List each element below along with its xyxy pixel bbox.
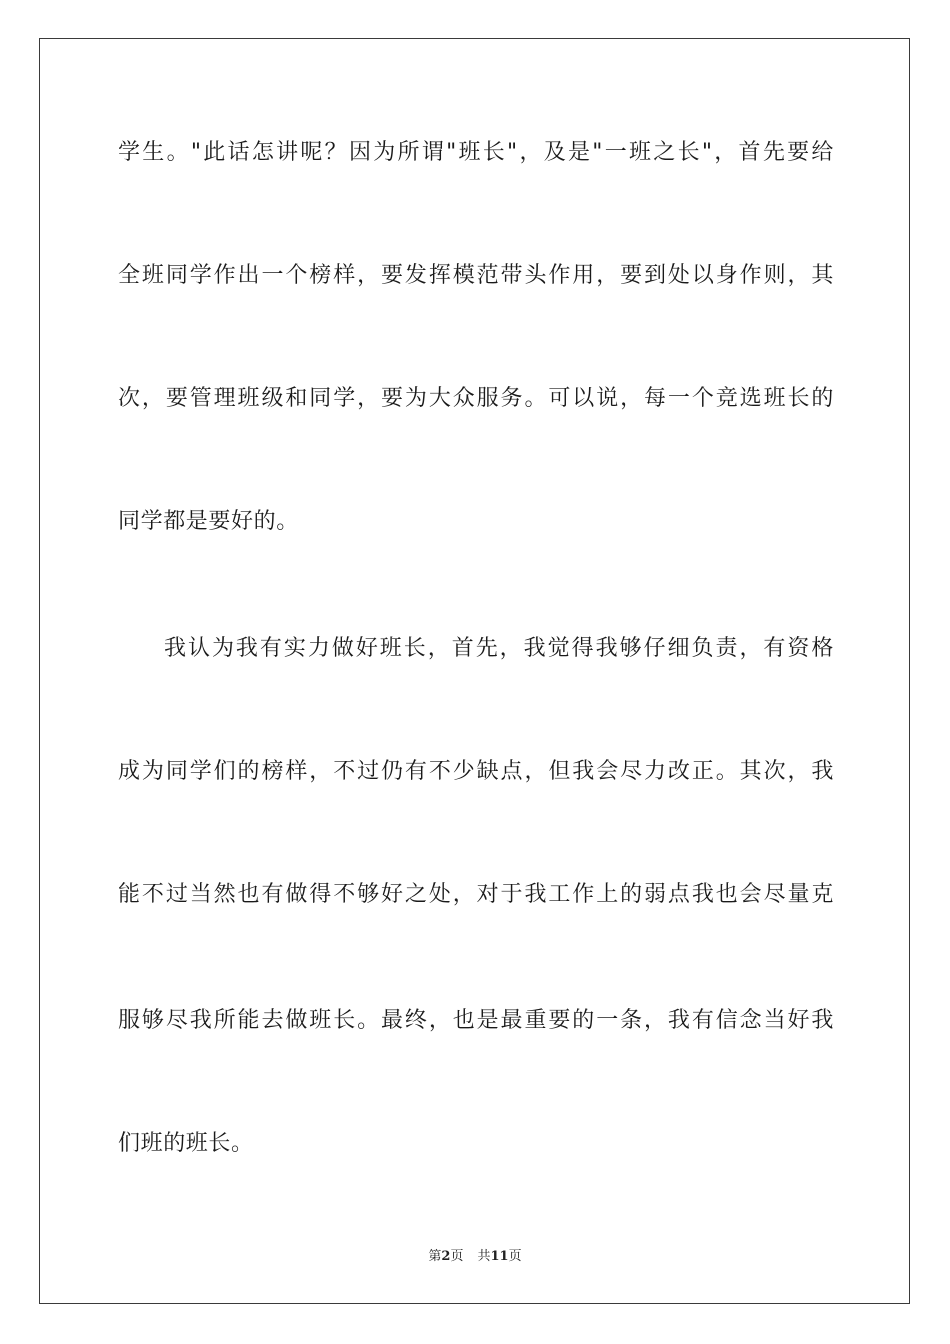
body-text-line-1: 学生。"此话怎讲呢？因为所谓"班长"，及是"一班之长"，首先要给 xyxy=(118,140,834,165)
body-text-line-4: 同学都是要好的。 xyxy=(118,509,299,534)
footer-page-number: 2 xyxy=(441,1249,451,1264)
body-text-line-7: 能不过当然也有做得不够好之处，对于我工作上的弱点我也会尽量克 xyxy=(118,882,834,907)
body-text-line-3: 次，要管理班级和同学，要为大众服务。可以说，每一个竞选班长的 xyxy=(118,386,834,411)
body-text-line-5: 我认为我有实力做好班长，首先，我觉得我够仔细负责，有资格 xyxy=(164,636,834,661)
body-text-line-2: 全班同学作出一个榜样，要发挥模范带头作用，要到处以身作则，其 xyxy=(118,263,834,288)
footer-total-suffix: 页 xyxy=(508,1249,522,1264)
body-text-line-8: 服够尽我所能去做班长。最终，也是最重要的一条，我有信念当好我 xyxy=(118,1008,834,1033)
footer-page-prefix: 第 xyxy=(428,1249,442,1264)
body-text-line-9: 们班的班长。 xyxy=(118,1131,254,1156)
footer-total-pages: 11 xyxy=(490,1249,509,1264)
footer-total-prefix: 共 xyxy=(477,1249,491,1264)
page-border xyxy=(39,38,910,1304)
footer-page-suffix: 页 xyxy=(450,1249,464,1264)
page-footer xyxy=(0,1248,950,1266)
body-text-line-6: 成为同学们的榜样，不过仍有不少缺点，但我会尽力改正。其次，我 xyxy=(118,759,834,784)
